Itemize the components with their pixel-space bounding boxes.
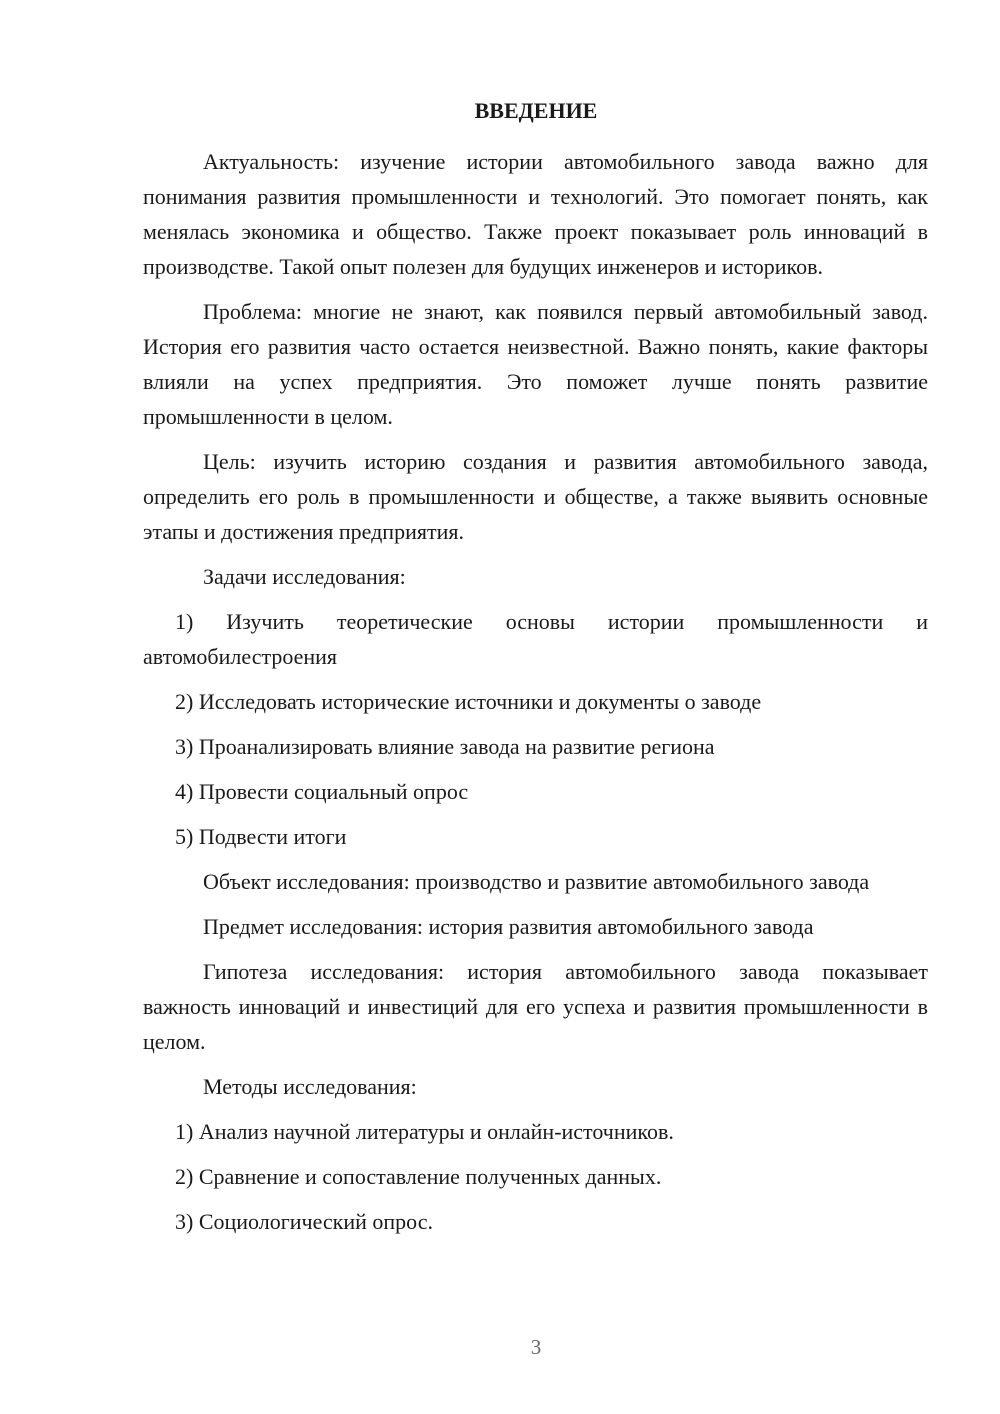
- subject-paragraph: Предмет исследования: история развития автомобильного завода: [203, 914, 814, 939]
- task-item-2: 2) Исследовать исторические источники и документы о заводе: [175, 689, 762, 714]
- methods-heading: Методы исследования:: [203, 1074, 417, 1099]
- task-item-3: 3) Проанализировать влияние завода на развитие региона: [175, 734, 715, 759]
- method-item-2: 2) Сравнение и сопоставление полученных данных.: [175, 1164, 662, 1189]
- goal-paragraph: Цель: изучить историю создания и развития автомобильного завода, определить его роль в промышленности и обществе, а также выявить основные этапы и достижения предприятия.: [143, 449, 928, 544]
- page-title: ВВЕДЕНИЕ: [474, 98, 598, 123]
- task-item-1: 1) Изучить теоретические основы истории промышленности и автомобилестроения: [143, 609, 928, 669]
- problem-paragraph: Проблема: многие не знают, как появился первый автомобильный завод. История его развития часто остается неизвестной. Важно понять, какие факторы влияли на успех предприятия. Это поможет лучше понять развитие промышленности в целом.: [143, 299, 928, 429]
- page-body: [143, 144, 928, 1249]
- page-number: 3: [530, 1335, 542, 1359]
- task-item-5: 5) Подвести итоги: [175, 824, 347, 849]
- object-paragraph: Объект исследования: производство и развитие автомобильного завода: [203, 869, 870, 894]
- relevance-paragraph: Актуальность: изучение истории автомобильного завода важно для понимания развития промышленности и технологий. Это помогает понять, как менялась экономика и общество. Также проект показывает роль инноваций в производстве. Такой опыт полезен для будущих инженеров и историков.: [143, 149, 928, 279]
- tasks-heading: Задачи исследования:: [203, 564, 406, 589]
- hypothesis-paragraph: Гипотеза исследования: история автомобильного завода показывает важность инноваций и инвестиций для его успеха и развития промышленности в целом.: [143, 959, 928, 1054]
- method-item-3: 3) Социологический опрос.: [175, 1209, 433, 1234]
- task-item-4: 4) Провести социальный опрос: [175, 779, 469, 804]
- method-item-1: 1) Анализ научной литературы и онлайн-источников.: [175, 1119, 674, 1144]
